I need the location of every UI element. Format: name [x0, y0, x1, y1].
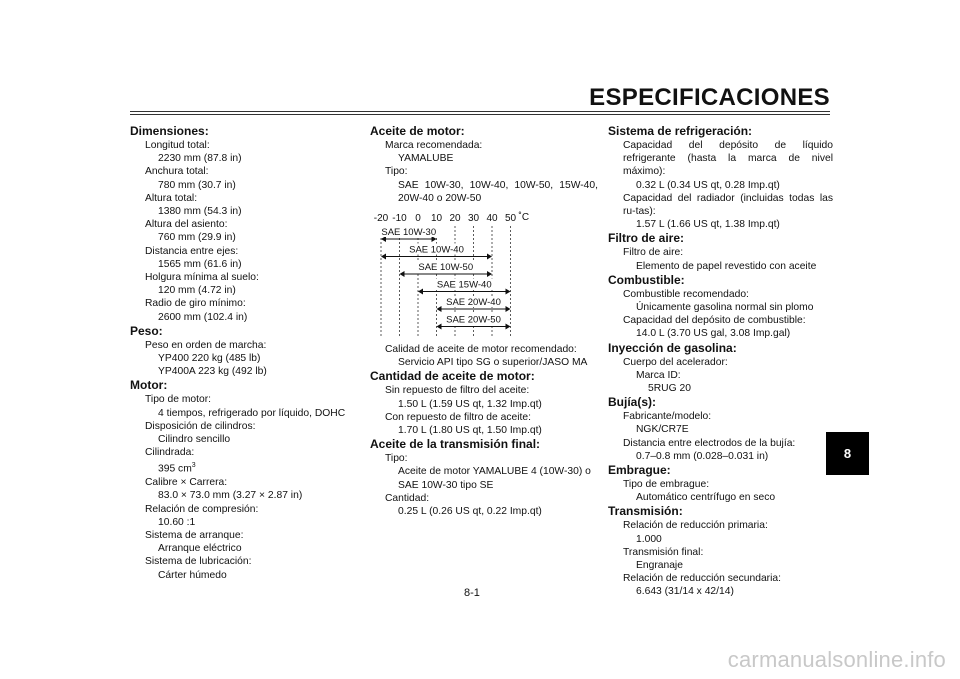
section-transmision-final-title: Aceite de la transmisión final: [370, 437, 541, 452]
reduccion-secundaria-label: Relación de reducción secundaria: [623, 573, 781, 585]
arrow-right [506, 306, 511, 312]
anchura-label: Anchura total: [145, 166, 209, 178]
tick-label: -20 [373, 213, 389, 225]
arranque-value: Arranque eléctrico [158, 543, 242, 555]
trans-tipo-label: Tipo: [385, 453, 408, 465]
aceite-tipo-label: Tipo: [385, 166, 408, 178]
column-2 [370, 124, 598, 518]
watermark: carmanualsonline.info [727, 647, 946, 672]
reduccion-primaria-label: Relación de reducción primaria: [623, 520, 768, 532]
cilindrada-label: Cilindrada: [145, 447, 195, 459]
asiento-label: Altura del asiento: [145, 219, 228, 231]
tick-label: 20 [449, 213, 461, 225]
section-combustible-title: Combustible: [608, 272, 685, 287]
bujia-distancia-label: Distancia entre electrodos de la bujía: [623, 437, 796, 449]
trans-cantidad-label: Cantidad: [385, 492, 430, 504]
arrow-left [437, 324, 442, 330]
arrow-left [381, 254, 386, 260]
marca-value: YAMALUBE [398, 153, 454, 165]
section-dimensiones-title: Dimensiones: [130, 124, 209, 138]
bujia-fabricante-label: Fabricante/modelo: [623, 411, 712, 423]
peso-value-1: YP400 220 kg (485 lb) [158, 353, 261, 365]
cilindrada-number: 395 cm [158, 463, 192, 475]
sin-filtro-label: Sin repuesto de filtro del aceite: [385, 385, 530, 397]
tipo-motor-label: Tipo de motor: [145, 394, 212, 406]
section-cantidad-title: Cantidad de aceite de motor: [370, 369, 535, 384]
con-filtro-label: Con repuesto de filtro de aceite: [385, 411, 531, 423]
combustible-value: Únicamente gasolina normal sin plomo [636, 302, 814, 314]
cuerpo-acelerador-label: Cuerpo del acelerador: [623, 356, 728, 368]
reduccion-secundaria-value: 6.643 (31/14 x 42/14) [636, 586, 734, 598]
ejes-label: Distancia entre ejes: [145, 245, 239, 257]
trans-cantidad-value: 0.25 L (0.26 US qt, 0.22 Imp.qt) [398, 506, 542, 518]
peso-value-2: YP400A 223 kg (492 lb) [158, 366, 267, 378]
deposito-refrigerante-label: Capacidad del depósito de líquido refrigerante (hasta la marca de nivel máximo): [623, 140, 833, 178]
sin-filtro-value: 1.50 L (1.59 US qt, 1.32 Imp.qt) [398, 398, 542, 410]
section-aceite-title: Aceite de motor: [370, 124, 465, 138]
marca-label: Marca recomendada: [385, 140, 483, 151]
combustible-label: Combustible recomendado: [623, 288, 749, 300]
arrow-right [506, 324, 511, 330]
calibre-value: 83.0 × 73.0 mm (3.27 × 2.87 in) [158, 490, 303, 502]
series-label: SAE 20W-40 [446, 297, 501, 309]
longitud-value: 2230 mm (87.8 in) [158, 153, 242, 165]
section-peso-title: Peso: [130, 323, 163, 338]
giro-label: Radio de giro mínimo: [145, 298, 246, 310]
radiador-label: Capacidad del radiador (incluidas todas las ru-tas): [623, 192, 833, 218]
tick-label: 10 [430, 213, 443, 225]
marca-id-label: Marca ID: [636, 369, 681, 381]
calibre-label: Calibre × Carrera: [145, 477, 228, 489]
radiador-value: 1.57 L (1.66 US qt, 1.38 Imp.qt) [636, 219, 780, 231]
arrow-left [437, 306, 442, 312]
series-label: SAE 10W-30 [381, 227, 437, 239]
cilindrada-superscript: 3 [191, 462, 196, 470]
header-rule [130, 111, 830, 115]
embrague-value: Automático centrífugo en seco [636, 492, 776, 504]
compresion-label: Relación de compresión: [145, 503, 259, 515]
calidad-label: Calidad de aceite de motor recomendado: [385, 344, 577, 356]
altura-value: 1380 mm (54.3 in) [158, 206, 242, 218]
filtro-aire-value: Elemento de papel revestido con aceite [636, 260, 817, 272]
page-title: ESPECIFICACIONES [589, 84, 830, 111]
arrow-right [487, 254, 492, 260]
section-motor-title: Motor: [130, 378, 168, 393]
oil-viscosity-chart [370, 205, 598, 343]
calidad-value: Servicio API tipo SG o superior/JASO MA [398, 357, 588, 369]
page-number: 8-1 [464, 587, 480, 599]
embrague-label: Tipo de embrague: [623, 479, 710, 491]
bujia-distancia-value: 0.7–0.8 mm (0.028–0.031 in) [636, 450, 769, 462]
arrow-left [400, 271, 405, 277]
column-1 [130, 124, 355, 582]
tick-label: 40 [486, 213, 498, 225]
tick-label: 50 [504, 213, 517, 225]
deposito-refrigerante-value: 0.32 L (0.34 US qt, 0.28 Imp.qt) [636, 179, 780, 191]
series-label: SAE 10W-40 [409, 244, 464, 256]
holgura-label: Holgura mínima al suelo: [145, 272, 259, 284]
oil-viscosity-chart-svg [370, 205, 598, 343]
ejes-value: 1565 mm (61.6 in) [158, 258, 242, 270]
transmision-final-value: Engranaje [636, 560, 683, 572]
section-inyeccion-title: Inyección de gasolina: [608, 340, 737, 355]
section-filtro-aire-title: Filtro de aire: [608, 231, 685, 246]
chapter-tab[interactable]: 8 [826, 432, 869, 475]
section-transmision-title: Transmisión: [608, 504, 683, 519]
longitud-label: Longitud total: [145, 140, 210, 151]
giro-value: 2600 mm (102.4 in) [158, 311, 248, 323]
combustible-capacidad-label: Capacidad del depósito de combustible: [623, 315, 806, 327]
arrow-right [487, 271, 492, 277]
disposicion-label: Disposición de cilindros: [145, 420, 256, 432]
tick-label: 30 [467, 213, 480, 225]
bujia-fabricante-value: NGK/CR7E [636, 424, 689, 436]
anchura-value: 780 mm (30.7 in) [158, 179, 236, 191]
unit-label: ˚C [518, 212, 530, 224]
transmision-final-label: Transmisión final: [623, 546, 704, 558]
arrow-left [418, 289, 423, 295]
reduccion-primaria-value: 1.000 [636, 533, 662, 545]
con-filtro-value: 1.70 L (1.80 US qt, 1.50 Imp.qt) [398, 425, 542, 437]
holgura-value: 120 mm (4.72 in) [158, 285, 236, 297]
trans-tipo-value: Aceite de motor YAMALUBE 4 (10W-30) o SAE 10W-30 tipo SE [398, 466, 591, 491]
compresion-value: 10.60 :1 [158, 516, 196, 528]
disposicion-value: Cilindro sencillo [158, 434, 231, 446]
arrow-right [506, 289, 511, 295]
asiento-value: 760 mm (29.9 in) [158, 232, 236, 244]
tick-label: -10 [392, 213, 407, 225]
section-bujia-title: Bujía(s): [608, 395, 656, 410]
tipo-motor-value: 4 tiempos, refrigerado por líquido, DOHC [158, 407, 346, 419]
combustible-capacidad-value: 14.0 L (3.70 US gal, 3.08 Imp.gal) [636, 328, 791, 340]
altura-label: Altura total: [145, 192, 198, 204]
section-refrigeracion-title: Sistema de refrigeración: [608, 124, 753, 138]
aceite-tipo-value: SAE 10W-30, 10W-40, 10W-50, 15W-40, 20W-40 o 20W-50 [398, 179, 598, 204]
marca-id-value: 5RUG 20 [648, 383, 691, 395]
lubricacion-value: Cárter húmedo [158, 569, 227, 581]
filtro-aire-label: Filtro de aire: [623, 247, 684, 259]
arranque-label: Sistema de arranque: [145, 529, 244, 541]
cilindrada-value [130, 459, 355, 476]
lubricacion-label: Sistema de lubricación: [145, 556, 252, 568]
series-label: SAE 10W-50 [418, 262, 474, 274]
series-label: SAE 20W-50 [446, 314, 501, 326]
column-3 [608, 124, 833, 599]
section-embrague-title: Embrague: [608, 463, 671, 478]
tick-label: 0 [415, 213, 421, 225]
peso-label: Peso en orden de marcha: [145, 339, 267, 351]
series-label: SAE 15W-40 [436, 279, 492, 291]
